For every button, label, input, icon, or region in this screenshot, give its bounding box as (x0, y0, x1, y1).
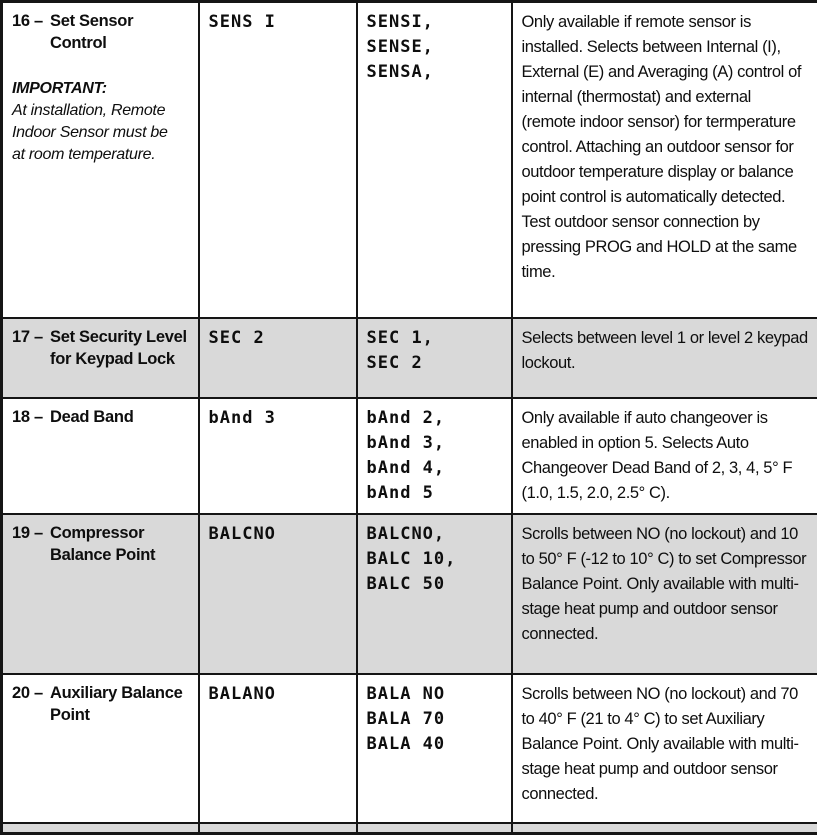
default-value-cell (199, 398, 357, 514)
important-text: At installation, Remote Indoor Sensor must be at room temperature. (12, 102, 168, 163)
option-number: 16 – (12, 12, 43, 30)
lcd-value-option: SENSI, (366, 12, 434, 32)
option-name: Compressor Balance Point (50, 523, 156, 564)
table-row-option-18 (2, 398, 817, 514)
option-name-cell (2, 514, 199, 674)
option-name-cell (2, 318, 199, 398)
empty-cell (199, 823, 357, 834)
lcd-value-option: BALCNO, (366, 523, 446, 544)
option-number: 20 – (12, 683, 43, 702)
important-note (12, 78, 189, 166)
table-row-option-20 (2, 674, 817, 823)
lcd-value-option: SENSA, (366, 62, 434, 82)
description-cell (512, 2, 817, 318)
possible-values-cell (357, 2, 512, 318)
empty-cell (512, 823, 817, 834)
lcd-default-value: BALCNO (208, 523, 276, 544)
option-name-cell (2, 674, 199, 823)
option-description: Selects between level 1 or level 2 keypad lockout. (521, 328, 808, 372)
possible-values-cell (357, 674, 512, 823)
possible-values-cell (357, 318, 512, 398)
option-description: Only available if remote sensor is installed. Selects between Internal (I), External (E) and Averaging (A) control of internal (thermostat) and external (remote indoor sensor) for termperature control. Attaching an outdoor sensor for outdoor temperature display or balance point control is automatically detected. Test outdoor sensor connection by pressing PROG and HOLD at the same time. (521, 13, 802, 281)
default-value-cell (199, 674, 357, 823)
option-title (12, 682, 189, 726)
option-title (12, 326, 189, 370)
description-cell (512, 514, 817, 674)
lcd-value-option: bAnd 2, (366, 407, 446, 428)
lcd-value-option: BALA NO (366, 683, 446, 704)
table-row-option-16 (2, 2, 817, 318)
option-number: 18 – (12, 407, 43, 426)
lcd-default-value: SENS I (208, 12, 276, 32)
option-name: Set Sensor Control (50, 12, 134, 52)
possible-values-cell (357, 398, 512, 514)
option-title (12, 10, 189, 54)
lcd-value-option: BALC 50 (366, 573, 446, 594)
lcd-value-option: BALA 40 (366, 733, 446, 754)
option-title (12, 522, 189, 566)
lcd-value-option: SENSE, (366, 37, 434, 57)
lcd-default-value: bAnd 3 (208, 407, 276, 428)
important-label: IMPORTANT: (12, 80, 107, 97)
lcd-value-option: bAnd 4, (366, 457, 446, 478)
lcd-value-option: BALA 70 (366, 708, 446, 729)
lcd-default-value: SEC 2 (208, 327, 265, 348)
option-description: Scrolls between NO (no lockout) and 70 to 40° F (21 to 4° C) to set Auxiliary Balance Point. Only available with multi-stage heat pump and outdoor sensor connected. (521, 684, 799, 803)
option-name-cell (2, 398, 199, 514)
lcd-value-option: BALC 10, (366, 548, 457, 569)
option-name: Dead Band (50, 407, 134, 426)
option-number: 17 – (12, 327, 43, 346)
lcd-value-option: bAnd 5 (366, 482, 434, 503)
option-name-cell (2, 2, 199, 318)
lcd-value-option: SEC 2 (366, 352, 423, 373)
table-row-option-17 (2, 318, 817, 398)
option-description: Only available if auto changeover is enabled in option 5. Selects Auto Changeover Dead Band of 2, 3, 4, 5° F (1.0, 1.5, 2.0, 2.5° C). (521, 408, 793, 502)
lcd-default-value: BALANO (208, 683, 276, 704)
default-value-cell (199, 318, 357, 398)
option-number: 19 – (12, 523, 43, 542)
option-description: Scrolls between NO (no lockout) and 10 to 50° F (-12 to 10° C) to set Compressor Balance Point. Only available with multi-stage heat pump and outdoor sensor connected. (521, 524, 807, 643)
description-cell (512, 398, 817, 514)
next-row-partial (2, 823, 817, 834)
default-value-cell (199, 514, 357, 674)
lcd-value-option: SEC 1, (366, 327, 434, 348)
lcd-value-option: bAnd 3, (366, 432, 446, 453)
option-name: Set Security Level for Keypad Lock (50, 327, 187, 368)
option-name: Auxiliary Balance Point (50, 683, 183, 724)
empty-cell (2, 823, 199, 834)
option-title (12, 406, 189, 428)
description-cell (512, 318, 817, 398)
empty-cell (357, 823, 512, 834)
possible-values-cell (357, 514, 512, 674)
table-row-option-19 (2, 514, 817, 674)
default-value-cell (199, 2, 357, 318)
description-cell (512, 674, 817, 823)
